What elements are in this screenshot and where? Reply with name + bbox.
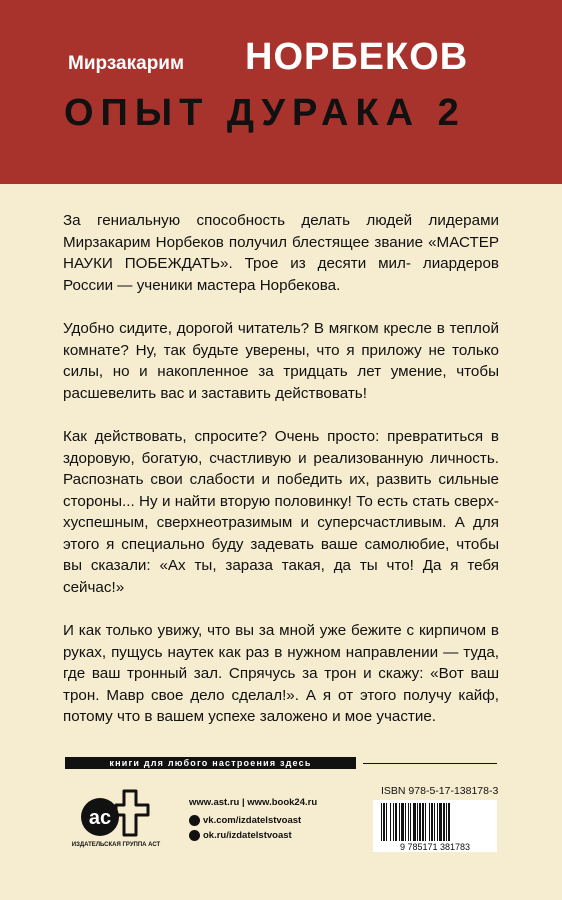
isbn-number: ISBN 978-5-17-138178-3: [381, 785, 499, 797]
barcode-bar: [425, 803, 426, 841]
barcode-bar: [386, 803, 387, 841]
barcode-bar: [393, 803, 394, 841]
vk-icon: [189, 815, 200, 826]
publisher-logo: [68, 787, 164, 851]
barcode-bar: [419, 803, 421, 841]
ok-link[interactable]: [189, 830, 292, 841]
paragraph-4: И как только увижу, что вы за мной уже бежите с кирпичом в руках, пущусь наутек как раз в нужном направлении — туда, где ваш тронный зал. Спрячусь за трон и скажу: «Вот ваш трон. Мавр свое дело сделал!». А я от этого получу кайф, потому что в вашем успехе заложено и мое участие.: [63, 622, 499, 725]
author-last-name: НОРБЕКОВ: [245, 36, 469, 78]
barcode-bar: [429, 803, 430, 841]
tagline-banner: книги для любого настроения здесь: [65, 757, 356, 769]
author-first-name: Мирзакарим: [68, 53, 185, 74]
paragraph-2: Удобно сидите, дорогой читатель? В мягком кресле в теплой комнате? Ну, так будьте уверены, что я приложу не только силы, но и накопленное за тридцать лет умение, чтобы расшевелить вас и заставить действовать!: [63, 320, 499, 402]
barcode-bar: [413, 803, 416, 841]
book-title: ОПЫТ ДУРАКА 2: [64, 92, 466, 134]
annotation-text: [63, 210, 499, 750]
barcode-bar: [439, 803, 442, 841]
barcode-bar: [437, 803, 438, 841]
barcode-bar: [390, 803, 391, 841]
ok-icon: [189, 830, 200, 841]
svg-text:ас: ас: [88, 807, 112, 829]
barcode-bar: [443, 803, 445, 841]
ast-logo-icon: [80, 787, 152, 839]
barcode-bar: [383, 803, 385, 841]
paragraph-1: За гениальную способность делать людей лидерами Мирзакарим Норбеков получил блестящее звание «МАСТЕР НАУКИ ПОБЕЖДАТЬ». Трое из десяти мил- лиардеров России — ученики мастера Норбекова.: [63, 212, 499, 294]
vk-link-text: vk.com/izdatelstvoast: [203, 815, 302, 826]
barcode-bar: [448, 803, 450, 841]
barcode-bar: [410, 803, 411, 841]
barcode-bar: [417, 803, 418, 841]
barcode-bar: [395, 803, 397, 841]
barcode-bar: [401, 803, 404, 841]
paragraph-3: Как действовать, спросите? Очень просто: превратиться в здоровую, богатую, счастливую и реализованную личность. Распознать свои слабости и победить их, развить сильные стороны... Ну и найти вторую половинку! То есть стать сверх- хуспешным, сверхнеотразимым и суперсчастливым. А для этого я специально буду задевать ваше самолюбие, чтобы вы сказали: «Ах ты, зараза такая, да ты что! Да я тебя сейчас!»: [63, 428, 499, 596]
publisher-caption: ИЗДАТЕЛЬСКАЯ ГРУППА АСТ: [71, 842, 161, 848]
barcode-bar: [431, 803, 433, 841]
barcode-bar: [434, 803, 435, 841]
barcode-digits: 9 785171 381783: [399, 842, 471, 852]
barcode-bar: [422, 803, 424, 841]
barcode-bar: [405, 803, 406, 841]
barcode-bar: [446, 803, 447, 841]
barcode-bar: [408, 803, 409, 841]
vk-link[interactable]: [189, 815, 301, 826]
header-band: [0, 0, 562, 184]
divider-line: [363, 763, 497, 764]
barcode-icon: [373, 800, 497, 852]
websites-link[interactable]: www.ast.ru | www.book24.ru: [189, 797, 318, 808]
barcode-bar: [399, 803, 400, 841]
ok-link-text: ok.ru/izdatelstvoast: [203, 830, 292, 841]
barcode-bar: [381, 803, 382, 841]
